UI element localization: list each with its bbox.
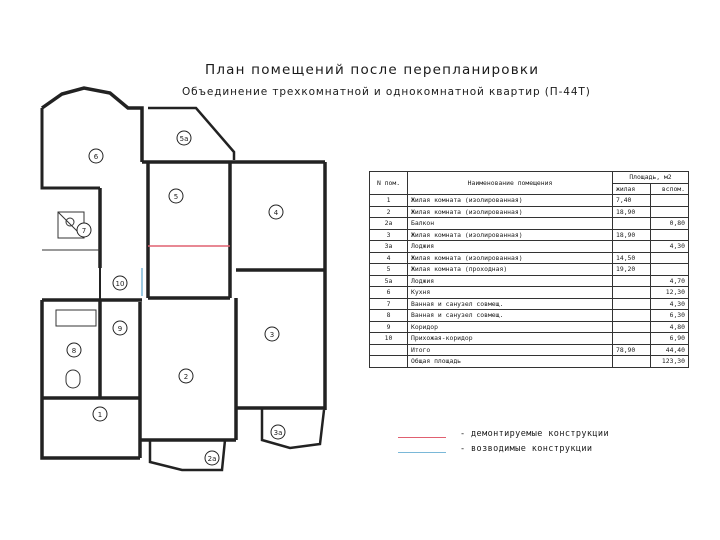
cell-aux: [651, 264, 689, 276]
cell-living: [613, 298, 651, 310]
cell-num: 4: [370, 252, 408, 264]
cell-num: 3а: [370, 241, 408, 253]
cell-living: [613, 310, 651, 322]
cell-living: 18,90: [613, 206, 651, 218]
cell-name: Жилая комната (изолированная): [408, 229, 613, 241]
table-row: [370, 321, 689, 333]
header-num: N пом.: [370, 172, 408, 195]
cell-num: 6: [370, 287, 408, 299]
header-aux: вспом.: [651, 183, 689, 195]
cell-num: 5: [370, 264, 408, 276]
table-row: [370, 252, 689, 264]
cell-aux: 6,30: [651, 310, 689, 322]
room-label-2a: 2а: [207, 455, 217, 463]
legend-demolished-text: - демонтируемые конструкции: [460, 429, 609, 439]
table-row: [370, 195, 689, 207]
plan-title: План помещений после перепланировки: [205, 62, 540, 78]
table-row: [370, 298, 689, 310]
cell-aux: 6,90: [651, 333, 689, 345]
cell-name: Лоджия: [408, 241, 613, 253]
legend-erected-line: [398, 452, 446, 453]
room-label-9: 9: [117, 325, 123, 333]
cell-name: Коридор: [408, 321, 613, 333]
cell-name: Ванная и санузел совмещ.: [408, 298, 613, 310]
header-area: Площадь, м2: [613, 172, 689, 184]
room-label-6: 6: [93, 153, 99, 161]
cell-num: 10: [370, 333, 408, 345]
cell-name: Ванная и санузел совмещ.: [408, 310, 613, 322]
room-label-4: 4: [273, 209, 279, 217]
cell-name: Балкон: [408, 218, 613, 230]
header-living: жилая: [613, 183, 651, 195]
room-label-10: 10: [115, 280, 125, 288]
table-row: [370, 264, 689, 276]
cell-num: 7: [370, 298, 408, 310]
table-row: [370, 275, 689, 287]
cell-num: 2: [370, 206, 408, 218]
cell-name: Кухня: [408, 287, 613, 299]
cell-aux: 4,30: [651, 241, 689, 253]
table-row: [370, 241, 689, 253]
cell-living: [613, 218, 651, 230]
header-name: Наименование помещения: [408, 172, 613, 195]
table-total-row: [370, 344, 689, 356]
total-living: 78,90: [613, 344, 651, 356]
table-header-row: [370, 172, 689, 184]
table-row: [370, 287, 689, 299]
cell-living: [613, 275, 651, 287]
table-row: [370, 333, 689, 345]
room-label-5a: 5а: [179, 135, 189, 143]
cell-num: 3: [370, 229, 408, 241]
cell-living: [613, 287, 651, 299]
cell-aux: 0,80: [651, 218, 689, 230]
table-row: [370, 218, 689, 230]
cell-num: 1: [370, 195, 408, 207]
room-label-1: 1: [97, 411, 103, 419]
cell-aux: 4,70: [651, 275, 689, 287]
cell-aux: [651, 206, 689, 218]
cell-living: 14,50: [613, 252, 651, 264]
overall-label: Общая площадь: [408, 356, 613, 368]
cell-aux: [651, 252, 689, 264]
table-row: [370, 229, 689, 241]
cell-living: [613, 333, 651, 345]
room-label-3a: 3а: [273, 429, 283, 437]
cell-living: 18,90: [613, 229, 651, 241]
cell-name: Жилая комната (изолированная): [408, 195, 613, 207]
room-label-2: 2: [183, 373, 189, 381]
table-row: [370, 206, 689, 218]
cell-aux: 4,80: [651, 321, 689, 333]
cell-aux: 12,30: [651, 287, 689, 299]
cell-aux: [651, 195, 689, 207]
overall-value: 123,30: [651, 356, 689, 368]
legend-demolished-line: [398, 437, 446, 438]
cell-num: 5а: [370, 275, 408, 287]
room-label-7: 7: [81, 227, 87, 235]
cell-aux: 4,30: [651, 298, 689, 310]
plan-subtitle: Объединение трехкомнатной и однокомнатной квартир (П-44Т): [182, 86, 591, 98]
cell-name: Жилая комната (проходная): [408, 264, 613, 276]
cell-name: Лоджия: [408, 275, 613, 287]
total-label: Итого: [408, 344, 613, 356]
cell-name: Жилая комната (изолированная): [408, 206, 613, 218]
table-overall-row: [370, 356, 689, 368]
legend-erected-text: - возводимые конструкции: [460, 444, 593, 454]
cell-living: [613, 321, 651, 333]
cell-name: Жилая комната (изолированная): [408, 252, 613, 264]
total-aux: 44,40: [651, 344, 689, 356]
room-label-3: 3: [269, 331, 275, 339]
cell-living: 7,40: [613, 195, 651, 207]
table-row: [370, 310, 689, 322]
cell-living: 19,20: [613, 264, 651, 276]
room-label-5: 5: [173, 193, 179, 201]
explication-table: [369, 171, 689, 368]
cell-num: 9: [370, 321, 408, 333]
cell-living: [613, 241, 651, 253]
cell-num: 2а: [370, 218, 408, 230]
cell-name: Прихожая-коридор: [408, 333, 613, 345]
cell-aux: [651, 229, 689, 241]
cell-num: 8: [370, 310, 408, 322]
room-label-8: 8: [71, 347, 77, 355]
